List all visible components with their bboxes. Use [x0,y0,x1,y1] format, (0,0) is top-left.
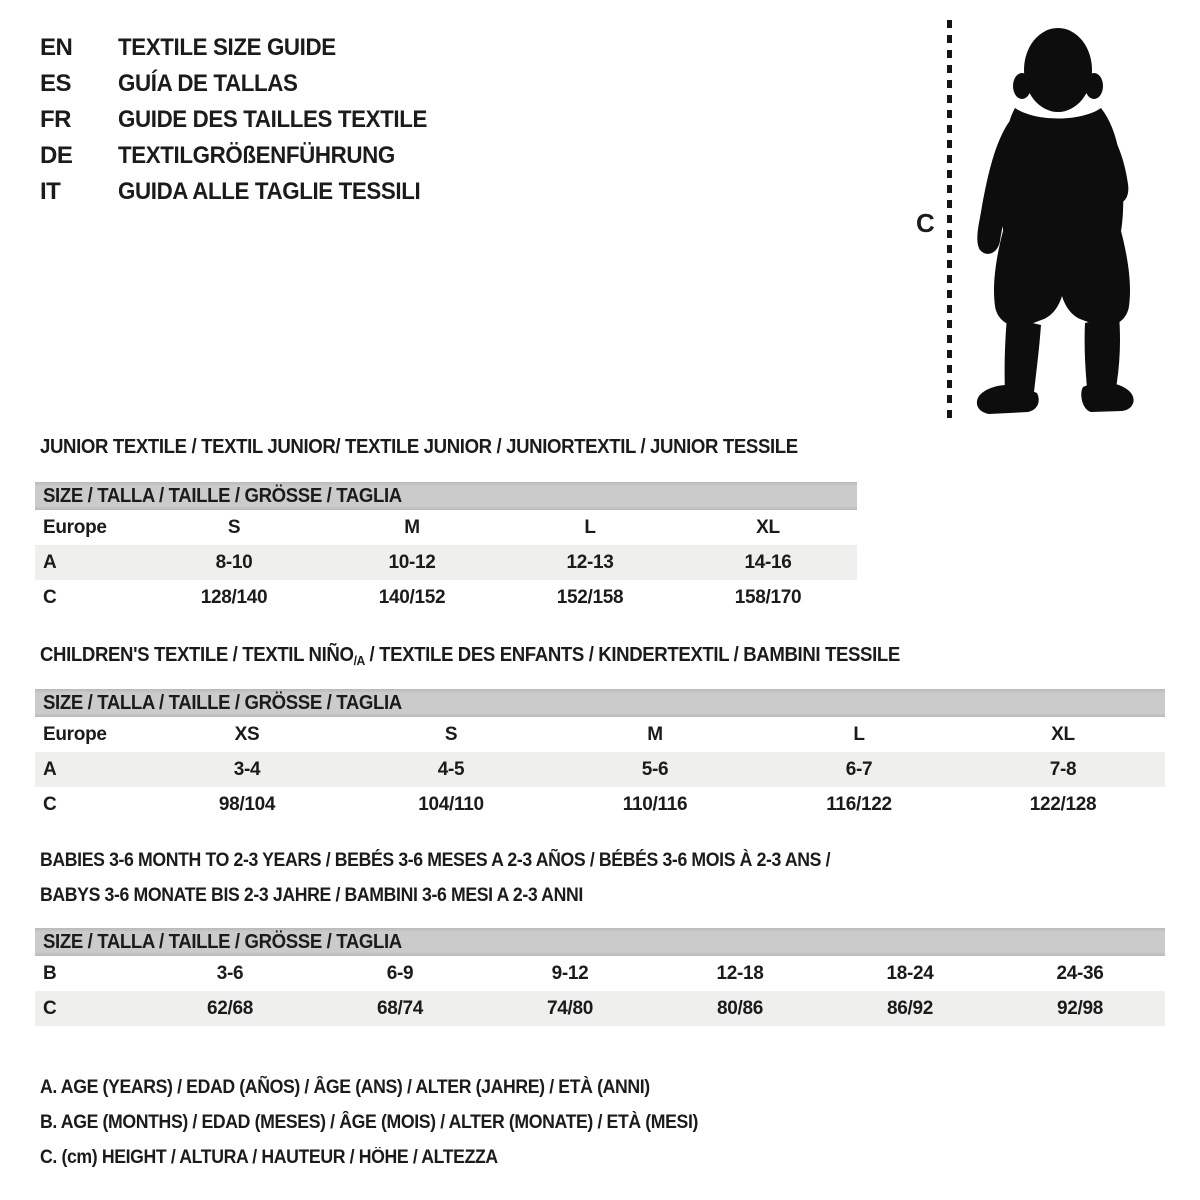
junior-section-title: JUNIOR TEXTILE / TEXTIL JUNIOR/ TEXTILE JUNIOR / JUNIORTEXTIL / JUNIOR TESSILE [40,436,798,458]
toddler-silhouette-icon [965,22,1145,422]
language-label: TEXTILE SIZE GUIDE [118,34,336,61]
height-cell: 140/152 [378,586,446,608]
months-cell: 12-18 [716,962,764,984]
height-cell: 122/128 [1029,793,1097,815]
language-row-es [40,66,450,102]
junior-size-header-bar [35,482,857,510]
age-cell: 14-16 [744,551,792,573]
height-label-c: C [916,208,935,238]
row-label: C [43,793,57,815]
size-cell: M [404,516,420,538]
age-cell: 4-5 [437,758,465,780]
language-label: GUIDA ALLE TAGLIE TESSILI [118,178,421,205]
size-cell: L [584,516,596,538]
babies-row-height [35,991,1165,1026]
age-cell: 12-13 [566,551,614,573]
language-code: ES [40,70,72,97]
height-cell: 74/80 [546,997,594,1019]
row-label: C [43,997,57,1019]
legend-line-c: C. (cm) HEIGHT / ALTURA / HAUTEUR / HÖHE / ALTEZZA [40,1147,498,1168]
height-dashed-line [947,20,952,418]
row-label: Europe [43,516,107,538]
height-cell: 68/74 [376,997,424,1019]
children-section-title: CHILDREN'S TEXTILE / TEXTIL $NIÑO_{/A}$ / TEXTILE DES ENFANTS / KINDERTEXTIL / BAMBINI TESSILE [40,644,900,668]
height-cell: 116/122 [826,793,892,815]
height-cell: 152/158 [556,586,624,608]
children-size-table [35,689,1165,822]
language-row-de [40,138,450,174]
height-cell: 158/170 [734,586,802,608]
junior-row-europe [35,510,857,545]
babies-section-title: BABIES 3-6 MONTH TO 2-3 YEARS / BEBÉS 3-6 MESES A 2-3 AÑOS / BÉBÉS 3-6 MOIS À 2-3 ANS / BABYS 3-6 MONATE BIS 2-3 JAHRE / BAMBINI 3-6 MESI A 2-3 ANNI [40,850,831,906]
row-label: B [43,962,57,984]
height-cell: 92/98 [1056,997,1104,1019]
size-cell: XS [234,723,260,745]
language-label: GUÍA DE TALLAS [118,70,298,97]
size-cell: XL [1051,723,1075,745]
height-cell: 128/140 [200,586,268,608]
row-label: Europe [43,723,107,745]
babies-row-months [35,956,1165,991]
size-header-label: SIZE / TALLA / TAILLE / GRÖSSE / TAGLIA [43,484,402,507]
size-cell: S [227,516,241,538]
age-cell: 6-7 [845,758,873,780]
months-cell: 18-24 [886,962,934,984]
height-cell: 62/68 [206,997,254,1019]
size-header-label: SIZE / TALLA / TAILLE / GRÖSSE / TAGLIA [43,691,402,714]
legend [40,1070,748,1175]
children-row-age [35,752,1165,787]
row-label: A [43,758,57,780]
language-code: DE [40,142,73,169]
language-code: EN [40,34,73,61]
junior-row-height [35,580,857,615]
height-cell: 80/86 [716,997,764,1019]
age-cell: 10-12 [388,551,436,573]
language-code: IT [40,178,61,205]
children-row-height [35,787,1165,822]
figure-area [890,0,1190,430]
junior-size-table [35,482,857,615]
height-cell: 104/110 [418,793,484,815]
children-size-header-bar [35,689,1165,717]
height-cell: 86/92 [886,997,934,1019]
size-cell: XL [756,516,780,538]
language-list [40,30,450,210]
size-cell: L [853,723,865,745]
size-cell: M [647,723,663,745]
language-row-it [40,174,450,210]
age-cell: 7-8 [1049,758,1077,780]
months-cell: 6-9 [386,962,414,984]
months-cell: 9-12 [551,962,589,984]
junior-row-age [35,545,857,580]
legend-line-a: A. AGE (YEARS) / EDAD (AÑOS) / ÂGE (ANS) / ALTER (JAHRE) / ETÀ (ANNI) [40,1077,650,1098]
row-label: C [43,586,57,608]
height-cell: 110/116 [622,793,688,815]
title-subscript: /A [353,653,365,668]
language-row-en [40,30,450,66]
language-label: TEXTILGRÖßENFÜHRUNG [118,142,395,169]
babies-size-table [35,928,1165,1026]
children-row-europe [35,717,1165,752]
height-cell: 98/104 [218,793,276,815]
legend-line-b: B. AGE (MONTHS) / EDAD (MESES) / ÂGE (MOIS) / ALTER (MONATE) / ETÀ (MESI) [40,1112,699,1133]
age-cell: 8-10 [215,551,253,573]
age-cell: 5-6 [641,758,669,780]
months-cell: 24-36 [1056,962,1104,984]
row-label: A [43,551,57,573]
language-code: FR [40,106,71,133]
age-cell: 3-4 [233,758,261,780]
language-label: GUIDE DES TAILLES TEXTILE [118,106,427,133]
language-row-fr [40,102,450,138]
months-cell: 3-6 [216,962,244,984]
babies-size-header-bar [35,928,1165,956]
size-cell: S [444,723,458,745]
size-header-label: SIZE / TALLA / TAILLE / GRÖSSE / TAGLIA [43,930,402,953]
